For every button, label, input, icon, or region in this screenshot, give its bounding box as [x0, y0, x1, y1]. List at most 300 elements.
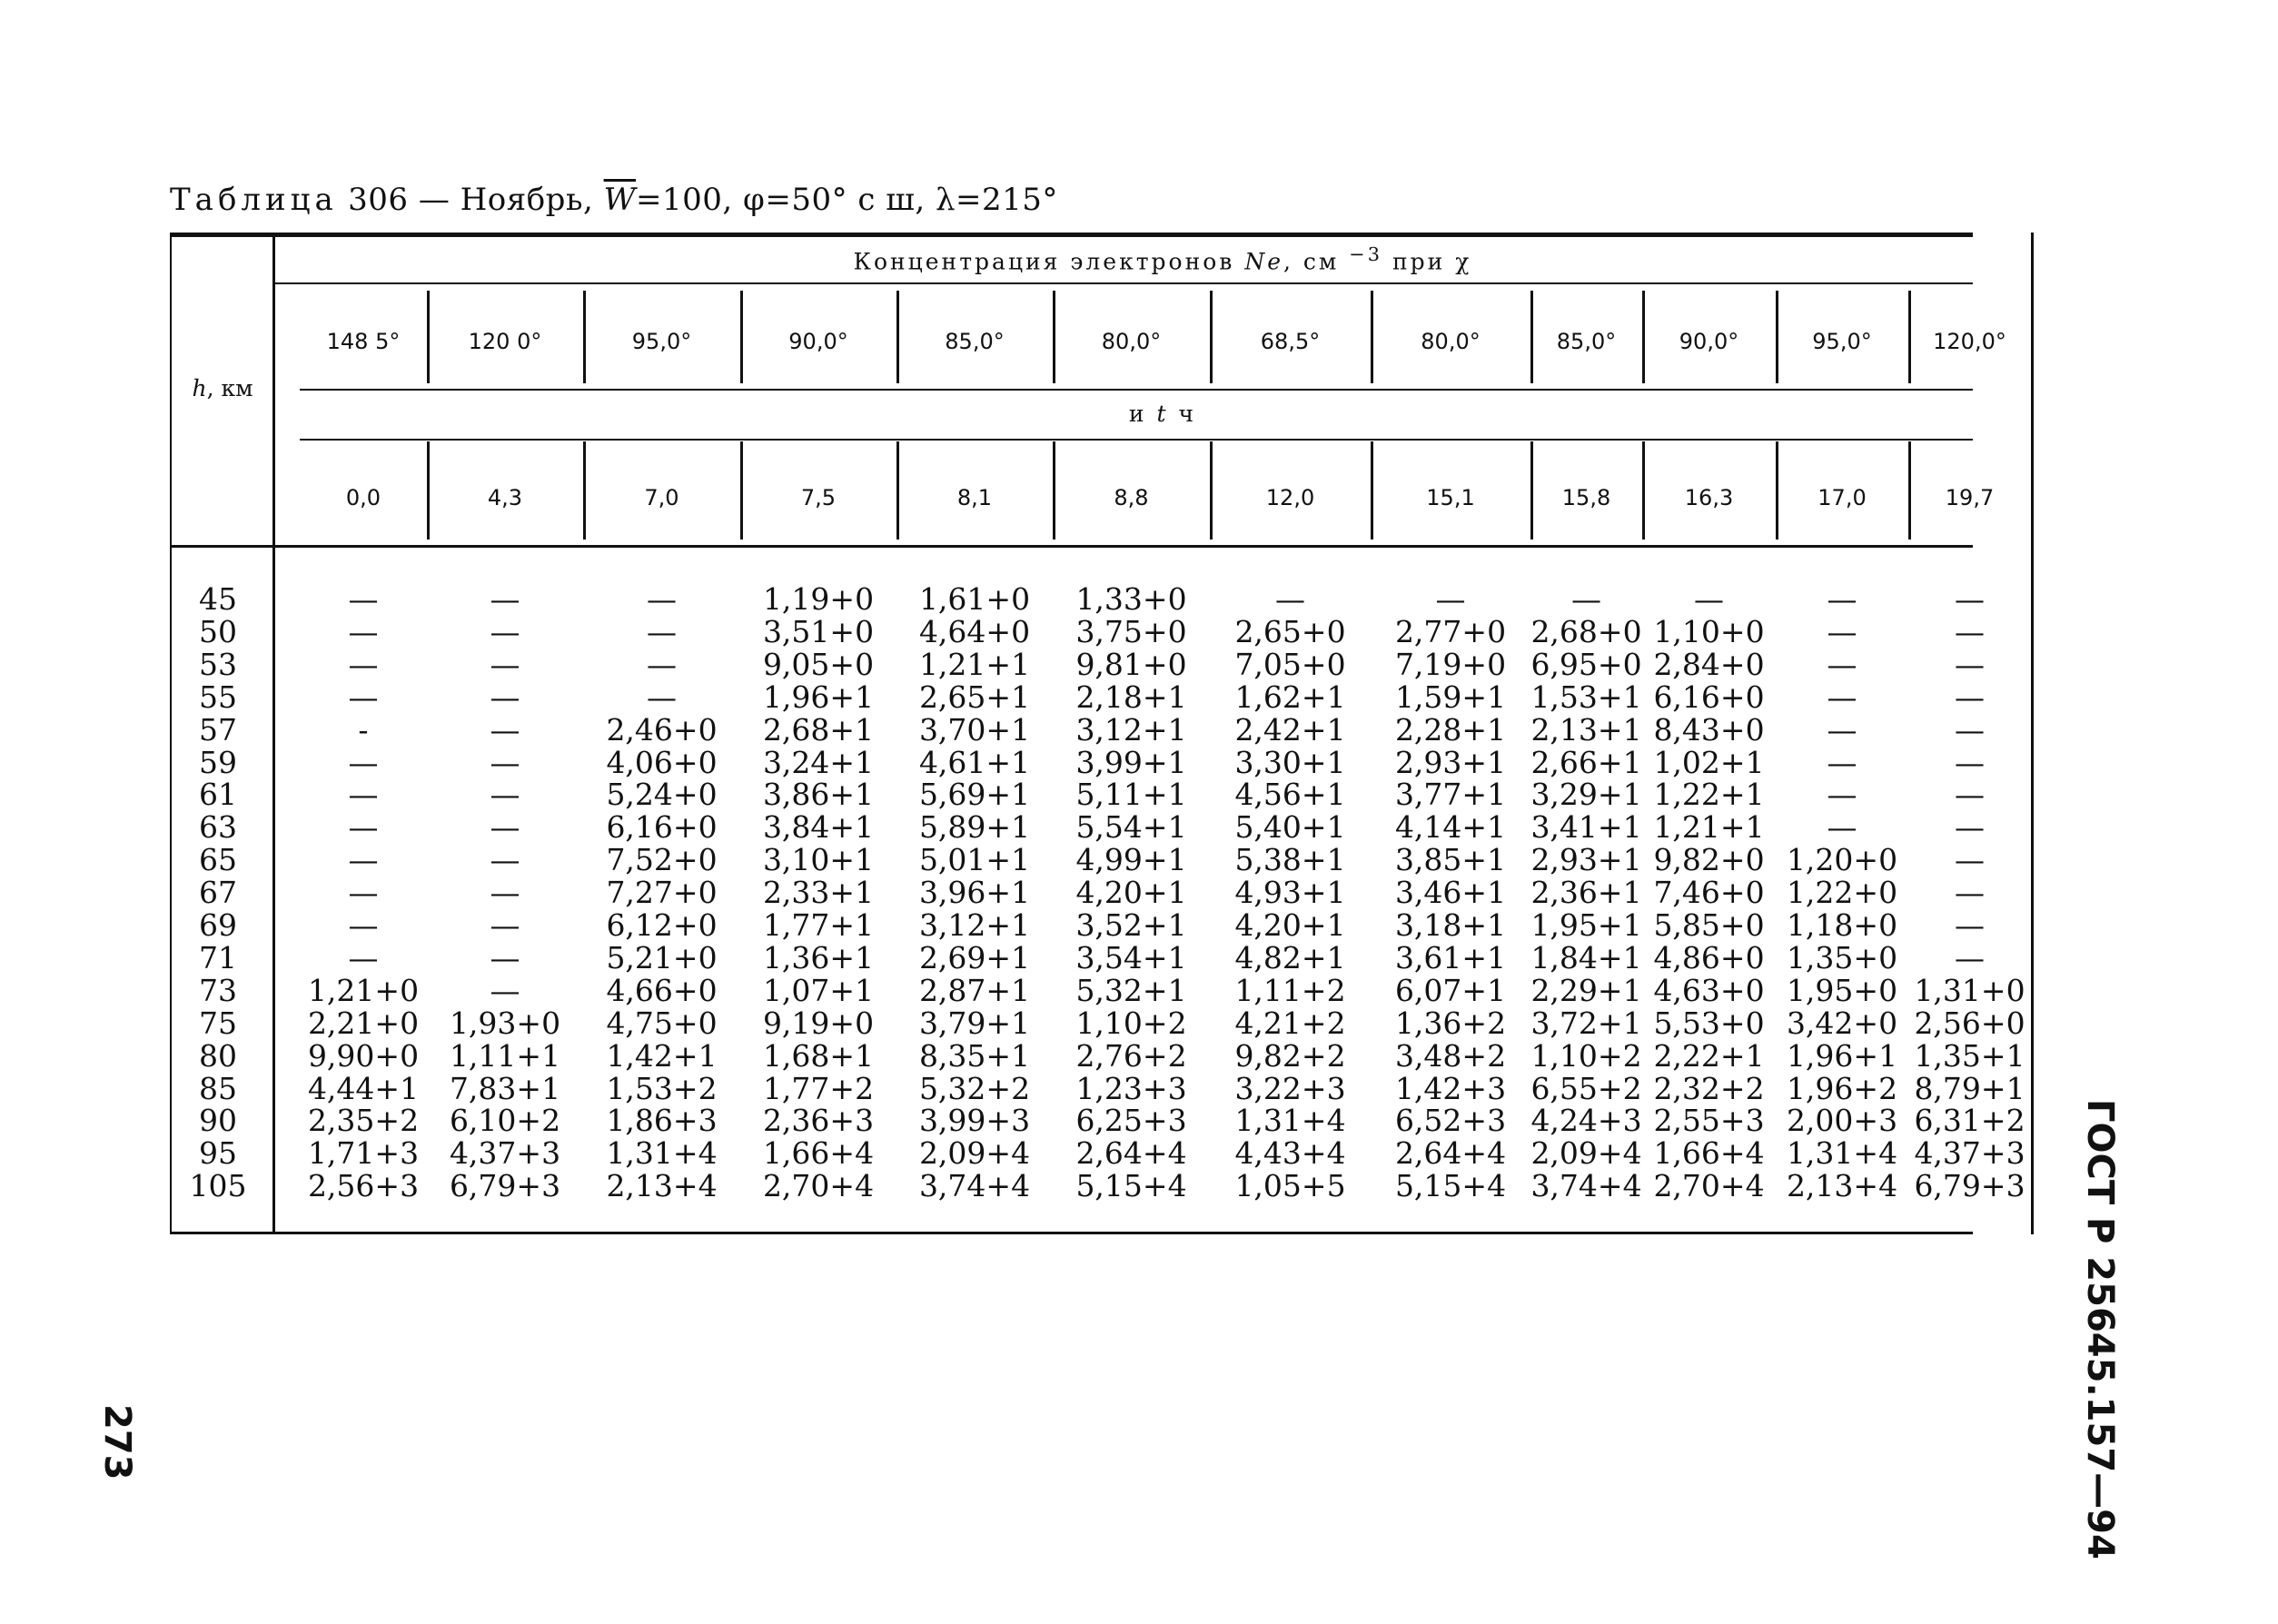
table-cell: 2,00+3 — [1786, 1103, 1898, 1139]
table-cell: 9,05+0 — [762, 646, 875, 682]
table-cell: 4,66+0 — [606, 972, 718, 1008]
table-cell: — — [1694, 581, 1724, 617]
table-cell: 3,18+1 — [1394, 907, 1507, 943]
table-cell: — — [490, 711, 520, 748]
table-cell: 4,75+0 — [606, 1005, 718, 1041]
table-cell: 1,31+4 — [1234, 1103, 1346, 1139]
table-cell: 1,71+3 — [307, 1135, 420, 1172]
chi-header-11: 95,0° — [1812, 329, 1872, 354]
chi-separator-1 — [427, 291, 430, 383]
time-header-rule — [300, 439, 1973, 441]
chi-separator-3 — [740, 291, 743, 383]
table-cell: 6,12+0 — [606, 907, 718, 943]
row-height-km: 50 — [199, 613, 237, 649]
table-cell: 2,65+0 — [1234, 613, 1346, 649]
table-cell: 1,10+0 — [1653, 613, 1765, 649]
table-cell: 6,52+3 — [1394, 1103, 1507, 1139]
table-cell: 4,37+3 — [1914, 1135, 2025, 1172]
table-cell: 8,43+0 — [1653, 711, 1765, 748]
table-cell: 6,10+2 — [449, 1103, 561, 1139]
table-cell: — — [348, 907, 379, 943]
table-cell: 1,61+0 — [918, 581, 1031, 617]
table-cell: — — [1955, 744, 1985, 780]
table-cell: — — [647, 678, 677, 715]
table-cell: 3,74+4 — [1530, 1168, 1642, 1204]
table-cell: 2,65+1 — [918, 678, 1031, 715]
time-header-3: 7,0 — [644, 485, 679, 510]
table-cell: — — [490, 809, 520, 846]
table-cell: 2,76+2 — [1075, 1037, 1187, 1074]
table-cell: 4,44+1 — [307, 1070, 420, 1106]
table-cell: 1,59+1 — [1394, 678, 1507, 715]
group-header-rule — [272, 282, 1973, 284]
table-cell: 2,33+1 — [762, 875, 875, 911]
table-cell: 2,66+1 — [1530, 744, 1642, 780]
caption-label: Таблица — [170, 182, 338, 218]
table-cell: 9,82+0 — [1653, 842, 1765, 878]
time-header-5: 8,1 — [956, 485, 993, 510]
table-cell: 3,77+1 — [1394, 777, 1507, 813]
time-separator-6 — [1210, 441, 1213, 540]
table-cell: 5,24+0 — [606, 777, 718, 813]
table-cell: — — [1955, 613, 1985, 649]
table-cell: 3,74+4 — [918, 1168, 1031, 1204]
table-cell: 4,43+4 — [1234, 1135, 1346, 1172]
table-cell: 1,31+0 — [1914, 972, 2025, 1008]
table-cell: 3,85+1 — [1394, 842, 1507, 878]
table-cell: — — [490, 842, 520, 878]
table-cell: 6,25+3 — [1075, 1103, 1187, 1139]
table-cell: 4,93+1 — [1234, 875, 1346, 911]
table-cell: — — [490, 907, 520, 943]
table-cell: 4,99+1 — [1075, 842, 1187, 878]
chi-row-rule — [300, 389, 1973, 391]
table-cell: 2,87+1 — [918, 972, 1031, 1008]
table-cell: 5,40+1 — [1234, 809, 1346, 846]
table-cell: 2,68+1 — [762, 711, 875, 748]
chi-separator-9 — [1642, 291, 1645, 383]
table-cell: — — [348, 809, 379, 846]
table-cell: 9,82+2 — [1234, 1037, 1346, 1074]
table-cell: 2,56+3 — [307, 1168, 420, 1204]
table-cell: 1,11+2 — [1234, 972, 1346, 1008]
table-cell: 1,18+0 — [1786, 907, 1898, 943]
table-cell: 4,86+0 — [1653, 939, 1765, 975]
chi-header-1: 148 5° — [326, 329, 401, 354]
table-cell: 3,12+1 — [918, 907, 1031, 943]
bottom-rule — [170, 1232, 1973, 1234]
table-cell: 3,24+1 — [762, 744, 875, 780]
table-cell: 1,20+0 — [1786, 842, 1898, 878]
table-cell: — — [1827, 613, 1857, 649]
table-cell: 3,52+1 — [1075, 907, 1187, 943]
table-cell: 3,46+1 — [1394, 875, 1507, 911]
chi-separator-11 — [1908, 291, 1911, 383]
table-cell: 2,13+4 — [1786, 1168, 1898, 1204]
time-separator-4 — [896, 441, 899, 540]
table-cell: 1,95+1 — [1530, 907, 1642, 943]
table-cell: 2,28+1 — [1394, 711, 1507, 748]
table-cell: 1,96+1 — [1786, 1037, 1898, 1074]
table-cell: 4,37+3 — [449, 1135, 561, 1172]
chi-header-7: 68,5° — [1260, 329, 1321, 354]
table-cell: 2,84+0 — [1653, 646, 1765, 682]
table-cell: — — [348, 581, 379, 617]
row-height-km: 71 — [199, 939, 237, 975]
row-height-km: 75 — [199, 1005, 237, 1041]
time-header-12: 19,7 — [1945, 485, 1995, 510]
time-separator-1 — [427, 441, 430, 540]
table-cell: — — [647, 613, 677, 649]
table-cell: 1,35+1 — [1914, 1037, 2025, 1074]
table-cell: 1,36+1 — [762, 939, 875, 975]
table-caption — [170, 182, 1058, 218]
table-cell: 5,11+1 — [1075, 777, 1187, 813]
top-rule — [170, 233, 1973, 237]
table-cell: 1,19+0 — [762, 581, 875, 617]
table-cell: — — [1955, 939, 1985, 975]
table-cell: 3,75+0 — [1075, 613, 1187, 649]
table-cell: — — [490, 875, 520, 911]
group-header: Концентрация электронов Ne, см $^{-3}$ при χ — [853, 243, 1472, 275]
table-cell: 7,52+0 — [606, 842, 718, 878]
chi-header-5: 85,0° — [945, 329, 1005, 354]
table-cell: 1,96+2 — [1786, 1070, 1898, 1106]
table-cell: — — [1955, 581, 1985, 617]
table-cell: — — [348, 939, 379, 975]
table-cell: 2,18+1 — [1075, 678, 1187, 715]
table-cell: 7,19+0 — [1394, 646, 1507, 682]
table-cell: 4,64+0 — [918, 613, 1031, 649]
row-height-km: 61 — [199, 777, 237, 813]
table-cell: 2,70+4 — [1653, 1168, 1765, 1204]
table-cell: — — [1955, 777, 1985, 813]
chi-header-2: 120 0° — [468, 329, 542, 354]
table-cell: — — [490, 972, 520, 1008]
row-height-km: 57 — [199, 711, 237, 748]
time-separator-8 — [1530, 441, 1533, 540]
chi-separator-5 — [1053, 291, 1055, 383]
table-cell: — — [348, 646, 379, 682]
table-cell: 2,93+1 — [1394, 744, 1507, 780]
table-cell: 1,35+0 — [1786, 939, 1898, 975]
table-cell: 4,63+0 — [1653, 972, 1765, 1008]
table-cell: 5,01+1 — [918, 842, 1031, 878]
table-cell: 5,32+1 — [1075, 972, 1187, 1008]
table-cell: 1,07+1 — [762, 972, 875, 1008]
table-cell: 2,77+0 — [1394, 613, 1507, 649]
row-height-km: 105 — [189, 1168, 247, 1204]
time-header-2: 4,3 — [487, 485, 523, 510]
table-cell: 3,86+1 — [762, 777, 875, 813]
table-cell: 7,05+0 — [1234, 646, 1346, 682]
table-cell: — — [1827, 744, 1857, 780]
table-cell: 3,61+1 — [1394, 939, 1507, 975]
table-cell: — — [490, 744, 520, 780]
table-cell: 1,22+0 — [1786, 875, 1898, 911]
table-cell: 2,09+4 — [918, 1135, 1031, 1172]
table-cell: 1,02+1 — [1653, 744, 1765, 780]
table-cell: 3,84+1 — [762, 809, 875, 846]
table-cell: - — [358, 711, 369, 748]
table-cell: 5,15+4 — [1075, 1168, 1187, 1204]
table-cell: — — [1827, 711, 1857, 748]
table-cell: 9,81+0 — [1075, 646, 1187, 682]
table-cell: 1,36+2 — [1394, 1005, 1507, 1041]
row-height-km: 85 — [199, 1070, 237, 1106]
table-cell: 5,53+0 — [1653, 1005, 1765, 1041]
table-cell: — — [1827, 581, 1857, 617]
chi-header-4: 90,0° — [788, 329, 848, 354]
document-standard-title: ГОСТ Р 25645.157—94 — [2079, 1099, 2121, 1560]
table-cell: 2,55+3 — [1653, 1103, 1765, 1139]
table-cell: — — [1827, 646, 1857, 682]
row-height-km: 69 — [199, 907, 237, 943]
table-cell: 8,79+1 — [1914, 1070, 2025, 1106]
row-height-km: 45 — [199, 581, 237, 617]
table-cell: 6,07+1 — [1394, 972, 1507, 1008]
table-cell: 3,99+3 — [918, 1103, 1031, 1139]
left-border — [170, 233, 172, 1234]
table-cell: 1,68+1 — [762, 1037, 875, 1074]
table-cell: — — [348, 613, 379, 649]
table-cell: — — [490, 777, 520, 813]
table-cell: 1,66+4 — [762, 1135, 875, 1172]
row-height-km: 65 — [199, 842, 237, 878]
table-cell: — — [1571, 581, 1601, 617]
table-cell: 7,46+0 — [1653, 875, 1765, 911]
table-cell: 3,51+0 — [762, 613, 875, 649]
table-cell: 1,10+2 — [1530, 1037, 1642, 1074]
table-cell: 2,13+4 — [606, 1168, 718, 1204]
table-cell: 2,13+1 — [1530, 711, 1642, 748]
table-cell: 8,35+1 — [918, 1037, 1031, 1074]
time-header-7: 12,0 — [1265, 485, 1315, 510]
caption-params: =100, φ=50° с ш, λ=215° — [636, 182, 1058, 218]
table-cell: — — [647, 581, 677, 617]
caption-number: 306 — [348, 182, 409, 218]
table-cell: — — [1955, 646, 1985, 682]
table-cell: — — [490, 678, 520, 715]
table-cell: — — [1955, 907, 1985, 943]
table-cell: 5,89+1 — [918, 809, 1031, 846]
table-cell: 2,46+0 — [606, 711, 718, 748]
table-cell: 2,93+1 — [1530, 842, 1642, 878]
table-cell: 1,10+2 — [1075, 1005, 1187, 1041]
table-cell: 4,20+1 — [1075, 875, 1187, 911]
table-cell: — — [348, 678, 379, 715]
table-cell: 1,42+1 — [606, 1037, 718, 1074]
time-separator-11 — [1908, 441, 1911, 540]
table-cell: — — [490, 581, 520, 617]
table-cell: — — [1827, 678, 1857, 715]
time-header-4: 7,5 — [800, 485, 837, 510]
table-cell: 4,82+1 — [1234, 939, 1346, 975]
table-cell: — — [348, 777, 379, 813]
table-cell: 3,30+1 — [1234, 744, 1346, 780]
table-cell: 3,10+1 — [762, 842, 875, 878]
table-cell: 2,36+1 — [1530, 875, 1642, 911]
table-cell: 1,53+1 — [1530, 678, 1642, 715]
h-column-separator — [272, 233, 275, 1234]
table-cell: — — [490, 646, 520, 682]
table-cell: 4,56+1 — [1234, 777, 1346, 813]
row-height-km: 67 — [199, 875, 237, 911]
table-cell: 2,29+1 — [1530, 972, 1642, 1008]
table-cell: — — [348, 875, 379, 911]
table-cell: 1,96+1 — [762, 678, 875, 715]
chi-separator-4 — [896, 291, 899, 383]
h-column-header: h, км — [192, 375, 253, 401]
chi-separator-10 — [1776, 291, 1778, 383]
table-cell: — — [1955, 711, 1985, 748]
table-cell: 2,35+2 — [307, 1103, 420, 1139]
row-height-km: 73 — [199, 972, 237, 1008]
table-cell: 3,41+1 — [1530, 809, 1642, 846]
table-cell: — — [1435, 581, 1466, 617]
table-cell: 7,27+0 — [606, 875, 718, 911]
table-cell: 9,19+0 — [762, 1005, 875, 1041]
table-cell: 1,33+0 — [1075, 581, 1187, 617]
table-cell: 3,12+1 — [1075, 711, 1187, 748]
page-number: 273 — [96, 1404, 138, 1480]
table-cell: 9,90+0 — [307, 1037, 420, 1074]
table-cell: 6,55+2 — [1530, 1070, 1642, 1106]
table-cell: 5,15+4 — [1394, 1168, 1507, 1204]
time-header: и t ч — [1128, 401, 1197, 427]
table-cell: 1,11+1 — [449, 1037, 561, 1074]
table-cell: 6,16+0 — [606, 809, 718, 846]
table-cell: 1,77+1 — [762, 907, 875, 943]
chi-header-6: 80,0° — [1101, 329, 1162, 354]
table-cell: 3,29+1 — [1530, 777, 1642, 813]
table-cell: 2,69+1 — [918, 939, 1031, 975]
chi-header-8: 80,0° — [1421, 329, 1481, 354]
table-cell: — — [1955, 875, 1985, 911]
row-height-km: 63 — [199, 809, 237, 846]
time-separator-9 — [1642, 441, 1645, 540]
table-cell: 3,48+2 — [1394, 1037, 1507, 1074]
table-cell: 1,23+3 — [1075, 1070, 1187, 1106]
table-cell: 1,21+0 — [307, 972, 420, 1008]
row-height-km: 80 — [199, 1037, 237, 1074]
table-cell: 1,77+2 — [762, 1070, 875, 1106]
table-cell: — — [1955, 809, 1985, 846]
chi-header-12: 120,0° — [1933, 329, 2006, 354]
time-header-8: 15,1 — [1426, 485, 1475, 510]
caption-w-symbol: $\overline{W}$ — [603, 182, 637, 218]
table-cell: — — [1827, 777, 1857, 813]
table-cell: 4,61+1 — [918, 744, 1031, 780]
table-cell: — — [1827, 809, 1857, 846]
table-cell: 1,21+1 — [918, 646, 1031, 682]
table-cell: 2,70+4 — [762, 1168, 875, 1204]
table-cell: 4,21+2 — [1234, 1005, 1346, 1041]
table-cell: 6,79+3 — [1914, 1168, 2025, 1204]
time-separator-10 — [1776, 441, 1778, 540]
time-header-1: 0,0 — [345, 485, 381, 510]
table-cell: 2,22+1 — [1653, 1037, 1765, 1074]
table-cell: 6,95+0 — [1530, 646, 1642, 682]
row-height-km: 53 — [199, 646, 237, 682]
time-separator-2 — [583, 441, 586, 540]
row-height-km: 95 — [199, 1135, 237, 1172]
table-cell: — — [647, 646, 677, 682]
table-cell: 6,79+3 — [449, 1168, 561, 1204]
table-cell: 1,66+4 — [1653, 1135, 1765, 1172]
table-cell: — — [490, 613, 520, 649]
row-height-km: 55 — [199, 678, 237, 715]
table-cell: 4,20+1 — [1234, 907, 1346, 943]
table-cell: 2,64+4 — [1394, 1135, 1507, 1172]
time-separator-7 — [1371, 441, 1373, 540]
chi-separator-8 — [1530, 291, 1533, 383]
table-cell: 5,69+1 — [918, 777, 1031, 813]
row-height-km: 59 — [199, 744, 237, 780]
table-cell: 2,64+4 — [1075, 1135, 1187, 1172]
table-cell: 4,06+0 — [606, 744, 718, 780]
table-cell: 5,21+0 — [606, 939, 718, 975]
table-cell: 2,09+4 — [1530, 1135, 1642, 1172]
table-cell: 3,72+1 — [1530, 1005, 1642, 1041]
table-cell: 2,32+2 — [1653, 1070, 1765, 1106]
time-header-6: 8,8 — [1114, 485, 1149, 510]
chi-header-10: 90,0° — [1679, 329, 1739, 354]
table-cell: 1,62+1 — [1234, 678, 1346, 715]
table-cell: — — [348, 744, 379, 780]
table-cell: 6,31+2 — [1914, 1103, 2025, 1139]
table-cell: 5,32+2 — [918, 1070, 1031, 1106]
table-cell: 6,16+0 — [1653, 678, 1765, 715]
time-separator-3 — [740, 441, 743, 540]
table-cell: 3,54+1 — [1075, 939, 1187, 975]
table-cell: 1,31+4 — [1786, 1135, 1898, 1172]
table-cell: — — [348, 842, 379, 878]
table-cell: 4,24+3 — [1530, 1103, 1642, 1139]
table-cell: 3,70+1 — [918, 711, 1031, 748]
chi-header-9: 85,0° — [1556, 329, 1617, 354]
chi-separator-2 — [583, 291, 586, 383]
table-cell: 1,22+1 — [1653, 777, 1765, 813]
table-cell: 3,22+3 — [1234, 1070, 1346, 1106]
table-cell: 2,42+1 — [1234, 711, 1346, 748]
time-header-9: 15,8 — [1561, 485, 1611, 510]
table-cell: 1,84+1 — [1530, 939, 1642, 975]
table-cell: — — [1955, 842, 1985, 878]
table-cell: 1,21+1 — [1653, 809, 1765, 846]
header-bottom-rule — [170, 545, 1973, 548]
row-height-km: 90 — [199, 1103, 237, 1139]
table-cell: 5,85+0 — [1653, 907, 1765, 943]
table-cell: 3,79+1 — [918, 1005, 1031, 1041]
table-cell: 2,56+0 — [1914, 1005, 2025, 1041]
time-header-10: 16,3 — [1684, 485, 1734, 510]
table-cell: — — [1275, 581, 1305, 617]
table-cell: 1,93+0 — [449, 1005, 561, 1041]
time-separator-5 — [1053, 441, 1055, 540]
table-cell: 5,38+1 — [1234, 842, 1346, 878]
table-cell: 1,95+0 — [1786, 972, 1898, 1008]
table-cell: 1,53+2 — [606, 1070, 718, 1106]
chi-header-3: 95,0° — [631, 329, 692, 354]
table-cell: 4,14+1 — [1394, 809, 1507, 846]
table-cell: 2,68+0 — [1530, 613, 1642, 649]
table-cell: 3,99+1 — [1075, 744, 1187, 780]
table-cell: 2,21+0 — [307, 1005, 420, 1041]
caption-month: — Ноябрь, — [408, 182, 604, 218]
chi-separator-7 — [1371, 291, 1373, 383]
table-cell: 5,54+1 — [1075, 809, 1187, 846]
